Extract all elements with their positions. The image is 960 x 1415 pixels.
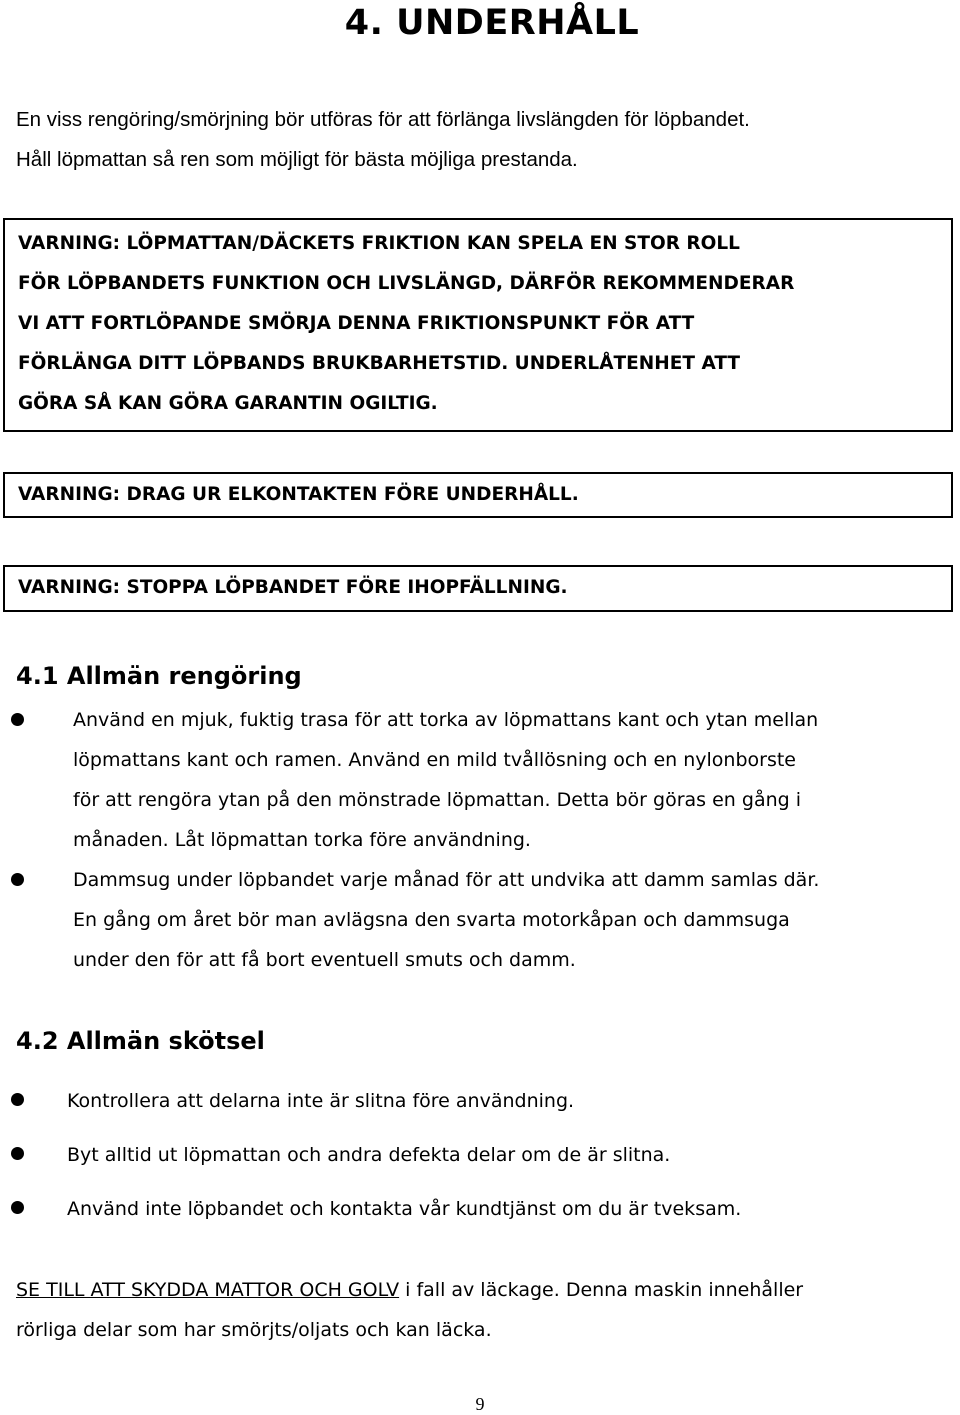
closing-line: [16, 1270, 803, 1310]
warning-line: FÖR LÖPBANDETS FUNKTION OCH LIVSLÄNGD, DÄRFÖR REKOMMENDERAR: [18, 273, 795, 294]
bullet-icon: [11, 1147, 24, 1160]
bullet-icon: [11, 713, 24, 726]
list-item: [67, 1081, 741, 1135]
intro-line: En viss rengöring/smörjning bör utföras för att förlänga livslängden för löpbandet.: [16, 108, 750, 131]
list-item-line: löpmattans kant och ramen. Använd en mild tvållösning och en nylonborste: [73, 749, 796, 771]
bullet-icon: [11, 1201, 24, 1214]
section-heading-cleaning: 4.1 Allmän rengöring: [16, 662, 302, 690]
list-item-line: Byt alltid ut löpmattan och andra defekta delar om de är slitna.: [67, 1144, 671, 1166]
warning-line: GÖRA SÅ KAN GÖRA GARANTIN OGILTIG.: [18, 393, 438, 414]
list-item: [67, 1189, 741, 1243]
list-item-line: En gång om året bör man avlägsna den svarta motorkåpan och dammsuga: [73, 909, 790, 931]
list-item-line: för att rengöra ytan på den mönstrade löpmattan. Detta bör göras en gång i: [73, 789, 802, 811]
warning-box-friction: [3, 218, 953, 432]
warning-line: FÖRLÄNGA DITT LÖPBANDS BRUKBARHETSTID. UNDERLÅTENHET ATT: [18, 353, 740, 374]
section-heading-care: 4.2 Allmän skötsel: [16, 1027, 265, 1055]
warning-line: VARNING: DRAG UR ELKONTAKTEN FÖRE UNDERHÅLL.: [18, 484, 579, 505]
cleaning-list: [73, 700, 819, 980]
page-title: 4. UNDERHÅLL: [344, 3, 640, 43]
intro-line: Håll löpmattan så ren som möjligt för bästa möjliga prestanda.: [16, 148, 578, 171]
list-item-line: under den för att få bort eventuell smuts och damm.: [73, 949, 576, 971]
list-item: [73, 700, 819, 860]
warning-box-stop: [3, 565, 953, 612]
closing-paragraph: [16, 1270, 803, 1350]
bullet-icon: [11, 1093, 24, 1106]
page-number: 9: [475, 1394, 485, 1414]
warning-line: VARNING: STOPPA LÖPBANDET FÖRE IHOPFÄLLNING.: [18, 577, 568, 598]
list-item-line: Kontrollera att delarna inte är slitna före användning.: [67, 1090, 575, 1112]
underlined-warning-text: SE TILL ATT SKYDDA MATTOR OCH GOLV: [16, 1279, 400, 1301]
care-list: [67, 1081, 741, 1243]
bullet-icon: [11, 873, 24, 886]
list-item: [73, 860, 819, 980]
warning-line: VARNING: LÖPMATTAN/DÄCKETS FRIKTION KAN SPELA EN STOR ROLL: [18, 233, 740, 254]
intro-paragraph: [16, 100, 750, 180]
closing-line: rörliga delar som har smörjts/oljats och kan läcka.: [16, 1319, 492, 1341]
list-item-line: Använd inte löpbandet och kontakta vår kundtjänst om du är tveksam.: [67, 1198, 742, 1220]
list-item-line: Använd en mjuk, fuktig trasa för att torka av löpmattans kant och ytan mellan: [73, 709, 819, 731]
warning-box-unplug: [3, 472, 953, 518]
closing-text: i fall av läckage. Denna maskin innehåller: [399, 1279, 804, 1301]
list-item-line: Dammsug under löpbandet varje månad för att undvika att damm samlas där.: [73, 869, 820, 891]
list-item: [67, 1135, 741, 1189]
warning-line: VI ATT FORTLÖPANDE SMÖRJA DENNA FRIKTIONSPUNKT FÖR ATT: [18, 313, 695, 334]
list-item-line: månaden. Låt löpmattan torka före användning.: [73, 829, 531, 851]
